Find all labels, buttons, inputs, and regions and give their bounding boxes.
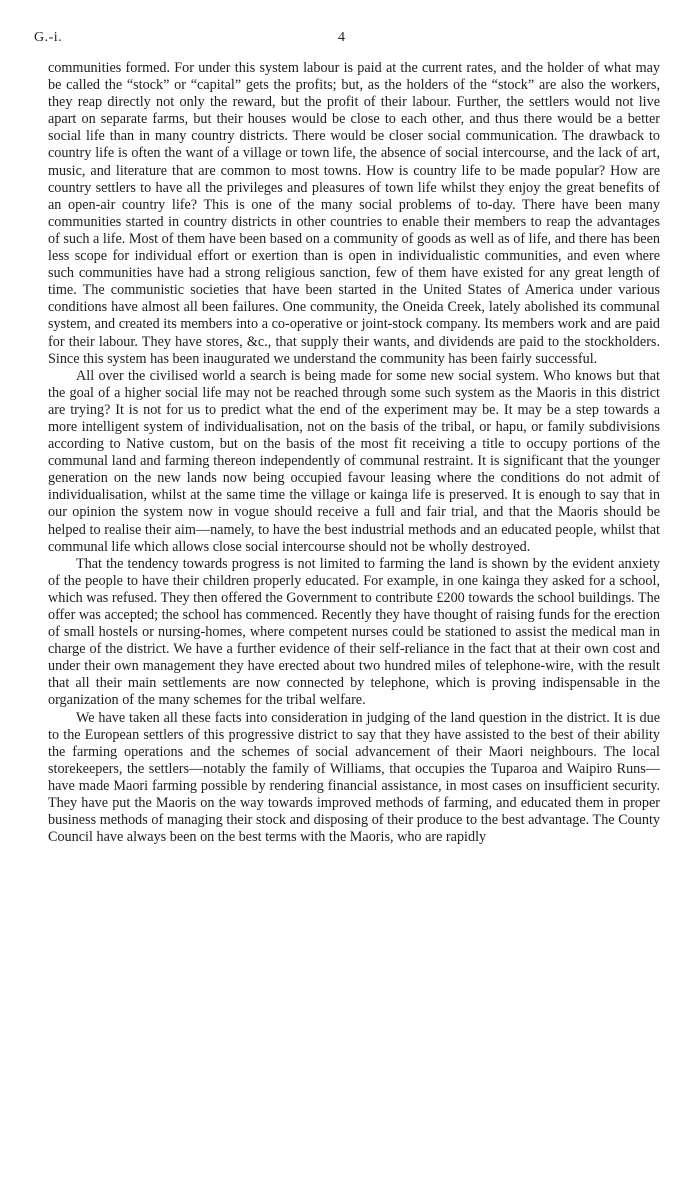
- paragraph: We have taken all these facts into consideration in judging of the land question in the district. It is due to the European settlers of this progressive district to say that they have assisted to the best of their ability the farming operations and the schemes of social advancement of their Maori neighbours. The local storekeepers, the settlers—notably the family of Williams, that occupies the Tuparoa and Waipiro Runs—have made Maori farming possible by rendering financial assistance, in most cases on insufficient security. They have put the Maoris on the way towards improved methods of farming, and educated them in proper business methods of managing their stock and disposing of their produce to the best advantage. The County Council have always been on the best terms with the Maoris, who are rapidly: [48, 709, 660, 846]
- body-text: [48, 60, 660, 846]
- paragraph: communities formed. For under this system labour is paid at the current rates, and the holder of what may be called the “stock” or “capital” gets the profits; but, as the holders of the “stock” are also the workers, they reap directly not only the reward, but the profit of their labour. Further, the settlers would not live apart on separate farms, but their houses would be close to each other, and thus there would be a better social life than in many country districts. There would be closer social communication. The drawback to country life is often the want of a village or town life, the absence of social intercourse, and the lack of art, music, and literature that are common to most towns. How is country life to be made popular? How are country settlers to have all the privileges and pleasures of town life whilst they enjoy the great benefits of an open-air country life? This is one of the many social problems of to-day. There have been many communities started in country districts in other countries to enable their members to reap the advantages of such a life. Most of them have been based on a community of goods as well as of life, and there has been less scope for individual effort or exertion than is open in individualistic communities, and even where such communities have had a strong religious sanction, few of them have existed for any great length of time. The communistic societies that have been started in the United States of America under various conditions have almost all been failures. One community, the Oneida Creek, lately abolished its communal system, and created its members into a co-operative or joint-stock company. Its members work and are paid for their labour. They have stores, &c., that supply their wants, and dividends are paid to the stockholders. Since this system has been inaugurated we understand the community has been fairly successful.: [48, 60, 660, 367]
- page-number: 4: [338, 30, 345, 45]
- document-reference: G.-i.: [34, 30, 63, 45]
- paragraph: All over the civilised world a search is being made for some new social system. Who knows but that the goal of a higher social life may not be reached through some such system as the Maoris in this district are trying? It is not for us to predict what the end of the experiment may be. It may be a step towards a more intelligent system of individualisation, not on the basis of the tribal, or hapu, or family subdivisions according to Native custom, but on the basis of the most fit receiving a title to occupy portions of the communal land and farming thereon independently of communal restraint. It is significant that the younger generation on the new lands now being occupied favour leasing where the conditions do not admit of individualisation, whilst at the same time the village or kainga life is preserved. It is enough to say that in our opinion the system now in vogue should receive a full and fair trial, and that the Maoris should be helped to realise their aim—namely, to have the best industrial methods and an educated people, whilst that communal life which allows close social intercourse should not be wholly destroyed.: [48, 367, 660, 555]
- page-header: [34, 30, 660, 60]
- document-page: [34, 30, 660, 846]
- paragraph: That the tendency towards progress is not limited to farming the land is shown by the evident anxiety of the people to have their children properly educated. For example, in one kainga they asked for a school, which was refused. They then offered the Government to contribute £200 towards the school buildings. The offer was accepted; the school has commenced. Recently they have thought of raising funds for the erection of small hostels or nursing-homes, where competent nurses could be stationed to assist the medical man in charge of the district. We have a further evidence of their self-reliance in the fact that at their own cost and under their own management they have erected about two hundred miles of telephone-wire, with the result that all their main settlements are now connected by telephone, which is proving indispensable in the organization of the many schemes for the tribal welfare.: [48, 555, 660, 709]
